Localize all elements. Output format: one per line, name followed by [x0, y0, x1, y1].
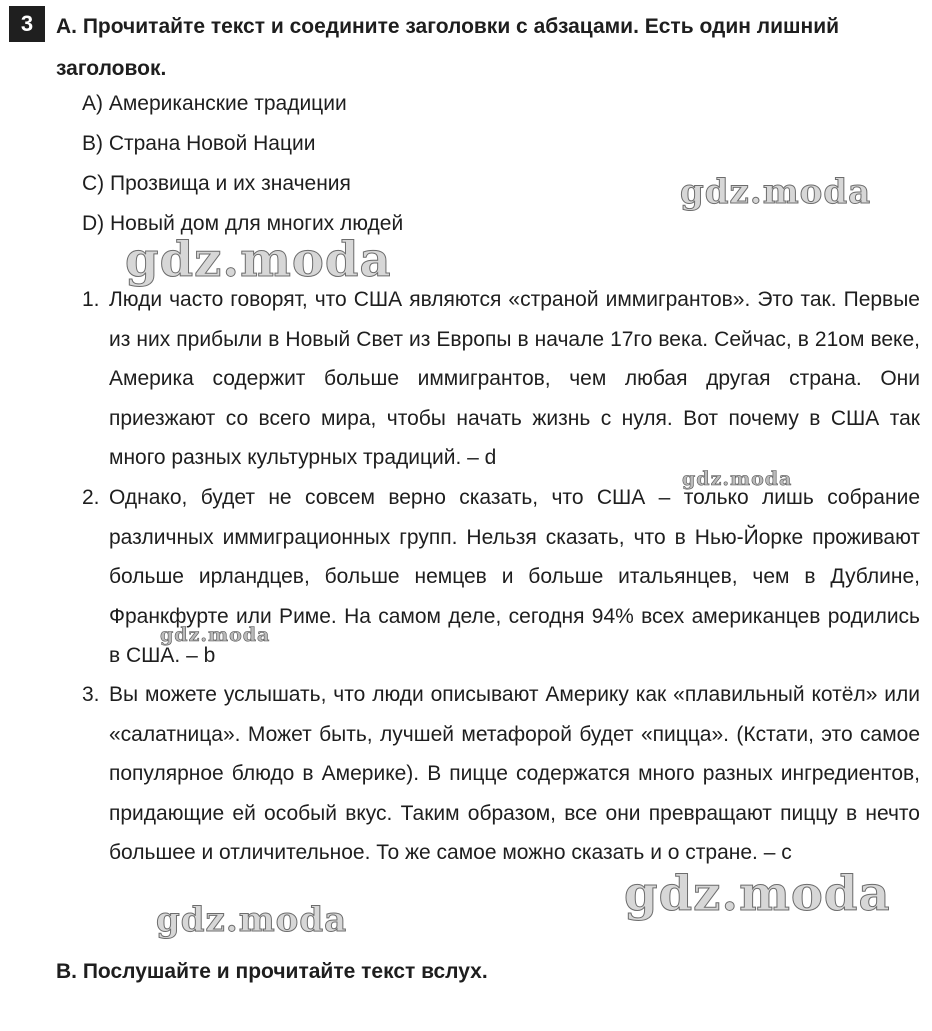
- paragraph-text: Вы можете услышать, что люди описывают Америку как «плавильный котёл» или «салатница». Может быть, лучшей метафорой будет «пицца». (Кстати, это самое популярное блюдо в Америке). В пицце содержатся много разных ингредиентов, придающие ей особый вкус. Таким образом, все они превращают пиццу в нечто большее и отличительное. То же самое можно сказать и о стране. – c: [109, 683, 920, 864]
- paragraph-number: 2.: [82, 486, 100, 509]
- watermark-logo: gdz.moda: [156, 900, 348, 940]
- heading-option-d: D) Новый дом для многих людей: [82, 212, 404, 235]
- paragraph-text: Однако, будет не совсем верно сказать, что США – только лишь собрание различных иммиграционных групп. Нельзя сказать, что в Нью-Йорке проживают больше ирландцев, больше немцев и больше итальянцев, чем в Дублине, Франкфурте или Риме. На самом деле, сегодня 94% всех американцев родились в США. – b: [109, 486, 920, 667]
- section-b-heading: B. Послушайте и прочитайте текст вслух.: [56, 960, 488, 983]
- paragraph-1: [82, 280, 920, 478]
- watermark-logo: gdz.moda: [160, 624, 271, 646]
- section-a-heading: A. Прочитайте текст и соедините заголовки с абзацами. Есть один лишний заголовок.: [56, 15, 840, 80]
- watermark-logo: gdz.moda: [680, 172, 872, 212]
- watermark-logo: gdz.moda: [624, 866, 891, 922]
- watermark-logo: gdz.moda: [682, 468, 793, 490]
- heading-option-b: B) Страна Новой Нации: [82, 132, 316, 155]
- headings-list: [82, 84, 403, 244]
- paragraph-text: Люди часто говорят, что США являются «страной иммигрантов». Это так. Первые из них прибыли в Новый Свет из Европы в начале 17го века. Сейчас, в 21ом веке, Америка содержит больше иммигрантов, чем любая другая страна. Они приезжают со всего мира, чтобы начать жизнь с нуля. Вот почему в США так много разных культурных традиций. – d: [109, 288, 920, 469]
- paragraph-number: 1.: [82, 288, 100, 311]
- task-number-badge: 3: [9, 6, 45, 42]
- watermark-logo: gdz.moda: [125, 232, 392, 288]
- paragraph-3: [82, 675, 920, 873]
- paragraph-2: [82, 478, 920, 676]
- heading-option-c: C) Прозвища и их значения: [82, 172, 351, 195]
- heading-option-a: A) Американские традиции: [82, 92, 347, 115]
- paragraph-number: 3.: [82, 683, 100, 706]
